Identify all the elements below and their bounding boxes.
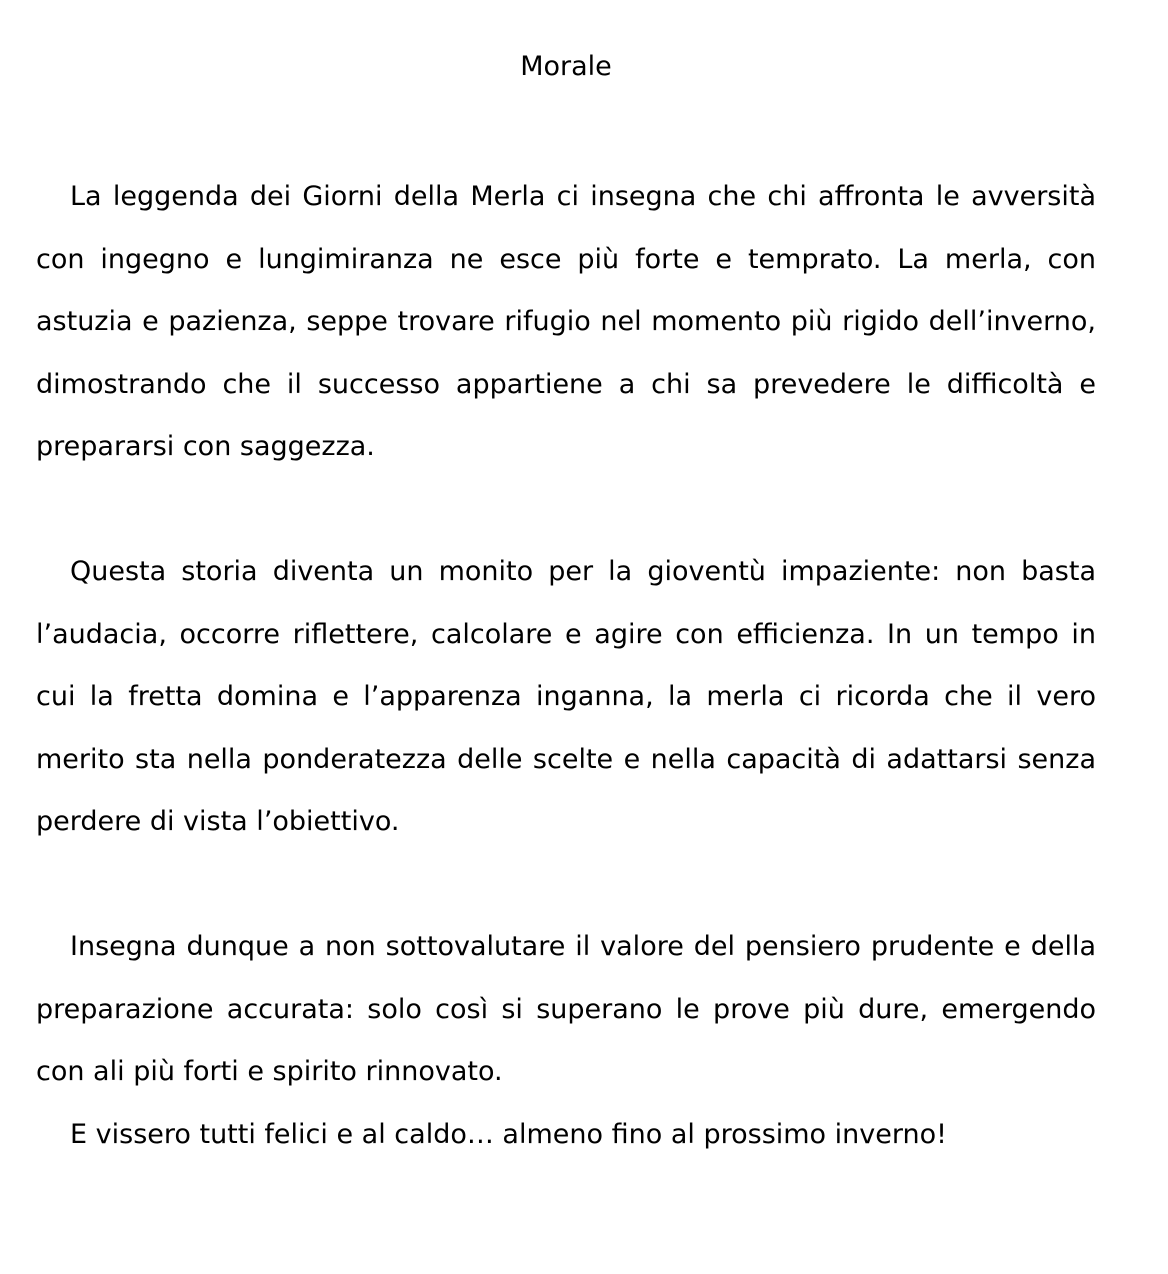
paragraph-3: Insegna dunque a non sottovalutare il valore del pensiero prudente e della preparazione accurata: solo così si superano le prove più dure, emergendo con ali più forti e spirito rinnovato.: [36, 931, 1096, 1087]
page-title: Morale: [520, 51, 612, 82]
closing-line: E vissero tutti felici e al caldo… almeno fino al prossimo inverno!: [70, 1118, 947, 1150]
document-page: [36, 0, 1096, 1166]
paragraph-2: Questa storia diventa un monito per la gioventù impaziente: non basta l’audacia, occorre riflettere, calcolare e agire con efficienza. In un tempo in cui la fretta domina e l’apparenza inganna, la merla ci ricorda che il vero merito sta nella ponderatezza delle scelte e nella capacità di adattarsi senza perdere di vista l’obiettivo.: [36, 556, 1096, 837]
paragraph-1: La leggenda dei Giorni della Merla ci insegna che chi affronta le avversità con ingegno e lungimiranza ne esce più forte e temprato. La merla, con astuzia e pazienza, seppe trovare rifugio nel momento più rigido dell’inverno, dimostrando che il successo appartiene a chi sa prevedere le difficoltà e prepararsi con saggezza.: [36, 181, 1096, 462]
